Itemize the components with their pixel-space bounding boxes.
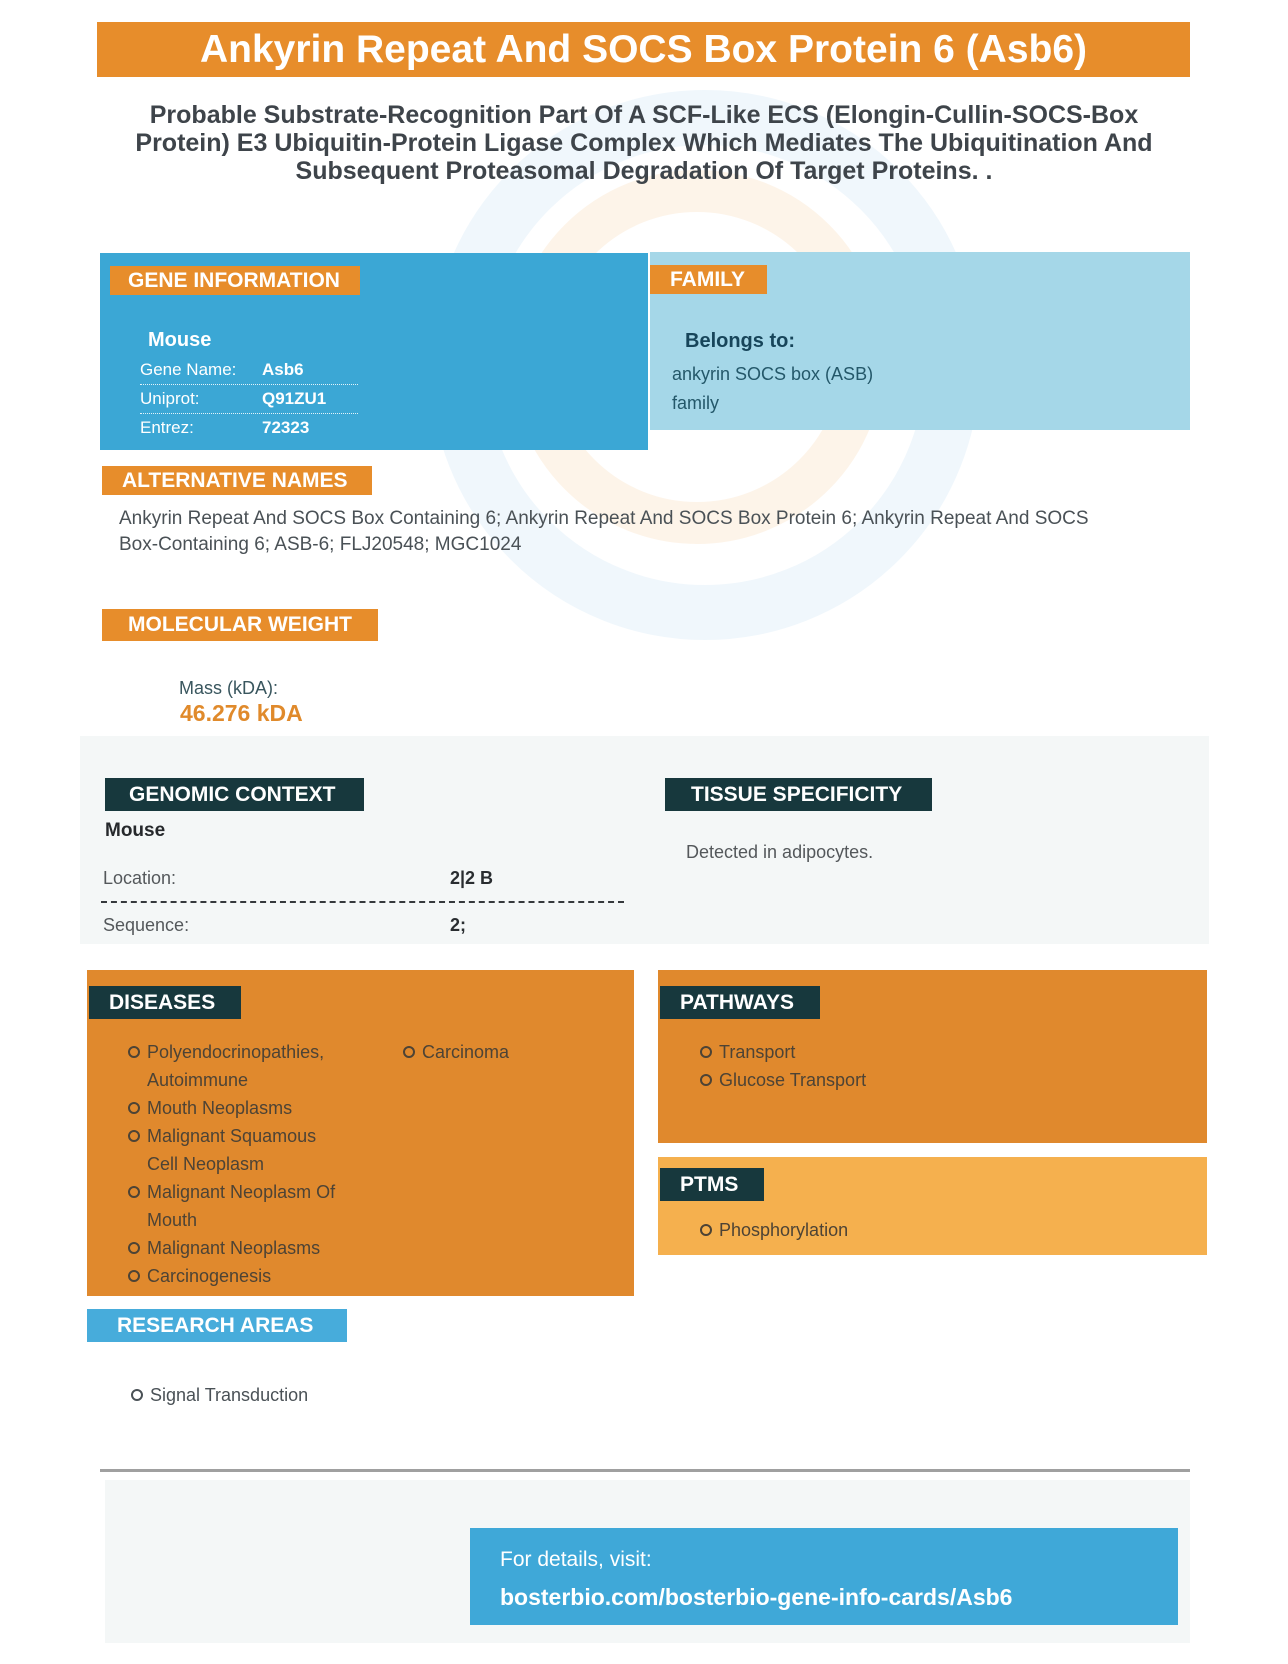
entrez-value: 72323 [262, 418, 310, 437]
circle-bullet-icon [128, 1130, 140, 1142]
sequence-value: 2; [450, 915, 467, 935]
location-label: Location: [103, 868, 177, 888]
circle-bullet-icon [128, 1242, 140, 1254]
location-value: 2|2 B [450, 868, 494, 888]
uniprot-value: Q91ZU1 [262, 389, 327, 408]
footer-url-link[interactable]: bosterbio.com/bosterbio-gene-info-cards/Asb6 [500, 1584, 1013, 1610]
entrez-label: Entrez: [140, 418, 194, 437]
mass-value: 46.276 kDA [180, 700, 303, 726]
genomic-context-heading: GENOMIC CONTEXT [105, 778, 364, 811]
sequence-label: Sequence: [103, 915, 190, 935]
pathways-list [700, 1038, 1030, 1094]
list-item: Phosphorylation [700, 1216, 1030, 1244]
tissue-specificity-text: Detected in adipocytes. [686, 842, 874, 862]
family-line: ankyrin SOCS box (ASB) [672, 364, 874, 384]
circle-bullet-icon [131, 1389, 143, 1401]
gene-name-label: Gene Name: [140, 360, 237, 379]
ptms-list [700, 1216, 1030, 1244]
research-areas-heading: RESEARCH AREAS [87, 1309, 347, 1342]
list-item: Carcinoma [403, 1038, 603, 1066]
mass-label: Mass (kDA): [179, 678, 278, 698]
belongs-to-label: Belongs to: [685, 330, 795, 352]
footer-visit-label: For details, visit: [500, 1548, 652, 1571]
list-item: Transport [700, 1038, 1030, 1066]
alternative-names-text: Ankyrin Repeat And SOCS Box Containing 6; Ankyrin Repeat And SOCS Box Protein 6; Ankyrin Repeat And SOCS Box-Containing 6; ASB-6; FLJ20548; MGC1024 [119, 508, 1089, 555]
table-row [140, 385, 358, 414]
location-row [103, 868, 703, 889]
genomic-tissue-panel [80, 736, 1209, 944]
list-item: Malignant Squamous Cell Neoplasm [128, 1122, 340, 1178]
family-heading: FAMILY [650, 265, 767, 294]
dashed-separator [101, 901, 624, 903]
family-value [672, 360, 873, 418]
sequence-row [103, 915, 703, 936]
tissue-specificity-heading: TISSUE SPECIFICITY [665, 778, 932, 811]
list-item: Mouth Neoplasms [128, 1094, 340, 1122]
circle-bullet-icon [128, 1270, 140, 1282]
ptms-heading: PTMS [660, 1168, 764, 1201]
divider [100, 1469, 1190, 1472]
circle-bullet-icon [700, 1046, 712, 1058]
gene-information-table [140, 356, 358, 442]
list-item: Signal Transduction [131, 1381, 531, 1409]
gene-species-label: Mouse [148, 329, 212, 351]
protein-description: Probable Substrate-Recognition Part Of A SCF-Like ECS (Elongin-Cullin-SOCS-Box Protein) E3 Ubiquitin-Protein Ligase Complex Which Mediates The Ubiquitination And Subsequent Proteasomal Degradation Of Target Proteins. . [135, 101, 1153, 185]
diseases-list-column-1 [128, 1038, 340, 1290]
table-row [140, 356, 358, 385]
family-line: family [672, 393, 720, 413]
circle-bullet-icon [128, 1102, 140, 1114]
table-row [140, 414, 358, 442]
alternative-names-heading: ALTERNATIVE NAMES [102, 466, 372, 495]
diseases-heading: DISEASES [89, 986, 241, 1019]
list-item: Malignant Neoplasm Of Mouth [128, 1178, 340, 1234]
uniprot-label: Uniprot: [140, 389, 200, 408]
diseases-list-column-2 [403, 1038, 603, 1066]
pathways-heading: PATHWAYS [660, 986, 820, 1019]
circle-bullet-icon [128, 1046, 140, 1058]
title-bar [97, 22, 1190, 77]
family-panel [650, 252, 1190, 430]
circle-bullet-icon [700, 1074, 712, 1086]
circle-bullet-icon [128, 1186, 140, 1198]
molecular-weight-heading: MOLECULAR WEIGHT [102, 609, 378, 641]
list-item: Glucose Transport [700, 1066, 1030, 1094]
list-item: Carcinogenesis [128, 1262, 340, 1290]
genomic-species-label: Mouse [105, 820, 166, 841]
gene-name-value: Asb6 [262, 360, 304, 379]
circle-bullet-icon [403, 1046, 415, 1058]
circle-bullet-icon [700, 1224, 712, 1236]
page-title: Ankyrin Repeat And SOCS Box Protein 6 (Asb6) [199, 28, 1088, 71]
gene-information-heading: GENE INFORMATION [110, 266, 360, 295]
research-areas-list [131, 1381, 531, 1409]
gene-information-panel [100, 253, 648, 450]
list-item: Polyendocrinopathies, Autoimmune [128, 1038, 340, 1094]
list-item: Malignant Neoplasms [128, 1234, 340, 1262]
